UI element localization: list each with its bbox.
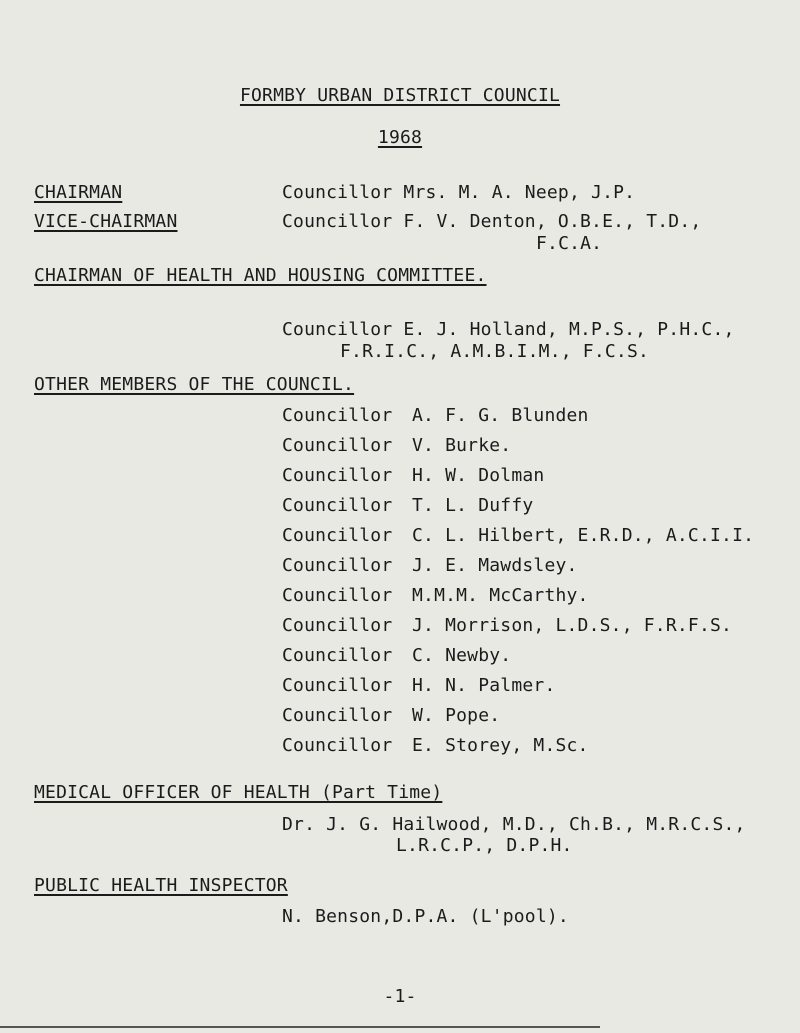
member-title: Councillor [282, 495, 393, 516]
health-housing-heading: CHAIRMAN OF HEALTH AND HOUSING COMMITTEE. [34, 265, 487, 286]
vice-chairman-label: VICE-CHAIRMAN [34, 211, 178, 232]
member-title: Councillor [282, 555, 393, 576]
member-name: H. N. Palmer. [412, 675, 556, 696]
inspector-heading: PUBLIC HEALTH INSPECTOR [34, 875, 288, 896]
member-title: Councillor [282, 405, 393, 426]
health-housing-chair-cont: F.R.I.C., A.M.B.I.M., F.C.S. [340, 341, 650, 362]
member-name: M.M.M. McCarthy. [412, 585, 589, 606]
member-name: C. L. Hilbert, E.R.D., A.C.I.I. [412, 525, 755, 546]
member-name: H. W. Dolman [412, 465, 545, 486]
medical-officer-name: Dr. J. G. Hailwood, M.D., Ch.B., M.R.C.S., [282, 814, 746, 835]
vice-chairman-name-cont: F.C.A. [536, 233, 603, 254]
member-title: Councillor [282, 645, 393, 666]
health-housing-chair: Councillor E. J. Holland, M.P.S., P.H.C., [282, 319, 735, 340]
member-title: Councillor [282, 615, 393, 636]
medical-officer-heading: MEDICAL OFFICER OF HEALTH (Part Time) [34, 782, 443, 803]
chairman-label: CHAIRMAN [34, 182, 123, 203]
member-title: Councillor [282, 465, 393, 486]
council-title: FORMBY URBAN DISTRICT COUNCIL [239, 85, 561, 106]
member-name: E. Storey, M.Sc. [412, 735, 589, 756]
medical-officer-name-cont: L.R.C.P., D.P.H. [396, 835, 573, 856]
member-name: W. Pope. [412, 705, 501, 726]
other-members-heading: OTHER MEMBERS OF THE COUNCIL. [34, 374, 355, 395]
member-name: A. F. G. Blunden [412, 405, 589, 426]
member-title: Councillor [282, 525, 393, 546]
member-name: C. Newby. [412, 645, 512, 666]
inspector-name: N. Benson,D.P.A. (L'pool). [282, 906, 569, 927]
member-name: V. Burke. [412, 435, 512, 456]
member-title: Councillor [282, 585, 393, 606]
member-title: Councillor [282, 435, 393, 456]
vice-chairman-name: Councillor F. V. Denton, O.B.E., T.D., [282, 211, 702, 232]
chairman-name: Councillor Mrs. M. A. Neep, J.P. [282, 182, 636, 203]
member-title: Councillor [282, 705, 393, 726]
member-name: T. L. Duffy [412, 495, 534, 516]
page-number: -1- [383, 986, 417, 1007]
page-bottom-edge [0, 1026, 600, 1028]
year-heading: 1968 [377, 127, 423, 148]
member-title: Councillor [282, 675, 393, 696]
member-name: J. E. Mawdsley. [412, 555, 578, 576]
member-name: J. Morrison, L.D.S., F.R.F.S. [412, 615, 733, 636]
member-title: Councillor [282, 735, 393, 756]
